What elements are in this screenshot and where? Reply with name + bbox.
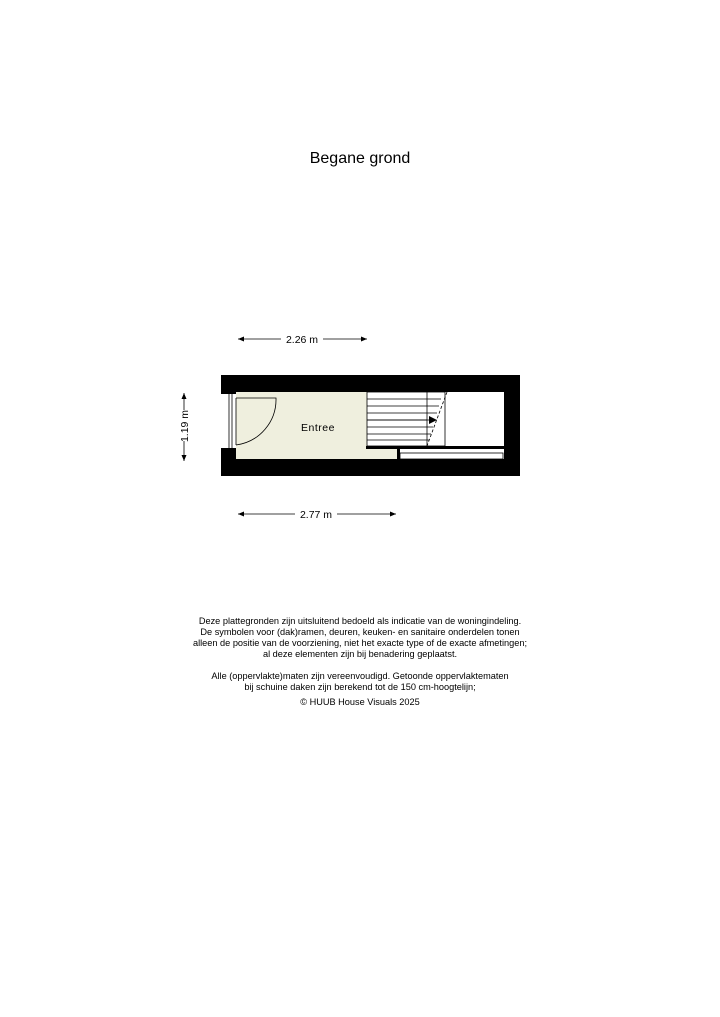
disclaimer-line: Deze plattegronden zijn uitsluitend bedoeld als indicatie van de woningindeling. [198,616,522,626]
copyright: © HUUB House Visuals 2025 [300,697,420,707]
dimension-side [179,393,191,461]
dimension-top [238,334,367,346]
disclaimer-line: bij schuine daken zijn berekend tot de 150 cm-hoogtelijn; [244,682,476,692]
floor-plan [0,320,720,540]
built-in-cabinet [400,453,503,459]
disclaimer-line: alleen de positie van de voorziening, niet het exacte type of de exacte afmetingen; [192,638,528,648]
interior-wall-stub [397,448,400,460]
floor-title: Begane grond [309,150,411,167]
interior-wall [366,446,504,449]
staircase [367,392,447,446]
disclaimer-line: al deze elementen zijn bij benadering geplaatst. [262,649,458,659]
dimension-top-label: 2.26 m [285,334,319,346]
room-entree-label: Entree [301,422,335,434]
dimension-bottom [238,509,396,521]
disclaimer [0,616,720,693]
disclaimer-line: De symbolen voor (dak)ramen, deuren, keuken- en sanitaire onderdelen tonen [200,627,520,637]
dimension-side-label: 1.19 m [179,409,191,443]
dimension-bottom-label: 2.77 m [299,509,333,521]
disclaimer-line: Alle (oppervlakte)maten zijn vereenvoudigd. Getoonde oppervlaktematen [211,671,509,681]
